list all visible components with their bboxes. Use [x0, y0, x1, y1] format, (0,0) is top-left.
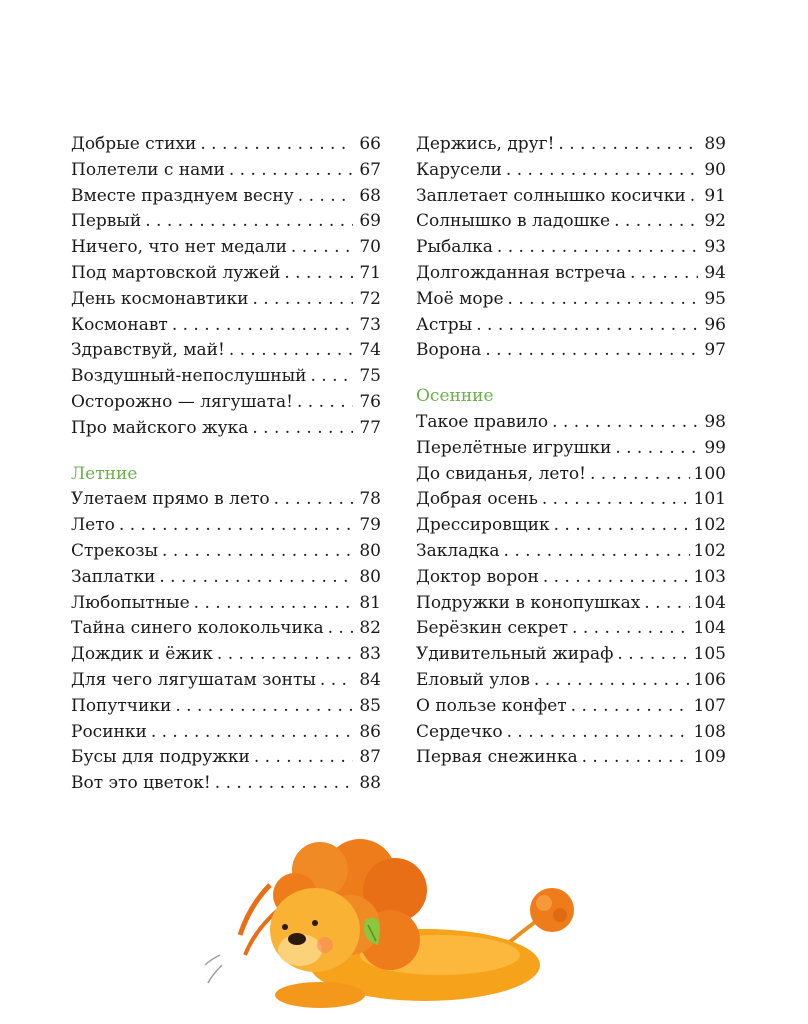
toc-leader-dots: [284, 261, 353, 287]
toc-entry-page: 90: [704, 159, 726, 180]
toc-leader-dots: [571, 694, 690, 720]
toc-entry-title: Заплетает солнышко косички: [416, 185, 686, 206]
toc-left-column: [71, 132, 381, 797]
toc-entry: [71, 184, 381, 210]
toc-leader-dots: [552, 410, 698, 436]
toc-entry: [71, 287, 381, 313]
toc-entry-title: Здравствуй, май!: [71, 340, 225, 361]
toc-leader-dots: [630, 261, 698, 287]
toc-leader-dots: [159, 565, 353, 591]
toc-entry-title: До свиданья, лето!: [416, 463, 586, 484]
toc-leader-dots: [151, 720, 353, 746]
toc-entry: [71, 416, 381, 442]
toc-entry-title: О пользе конфет: [416, 695, 567, 716]
toc-leader-dots: [175, 694, 353, 720]
toc-entry: [71, 591, 381, 617]
toc-entry: [71, 513, 381, 539]
toc-leader-dots: [542, 487, 690, 513]
toc-entry: [71, 642, 381, 668]
toc-entry: [416, 313, 726, 339]
toc-entry-page: 85: [359, 695, 381, 716]
toc-entry-page: 104: [693, 592, 726, 613]
toc-entry: [416, 591, 726, 617]
toc-leader-dots: [328, 616, 353, 642]
toc-group-spring: [71, 132, 381, 442]
toc-entry-title: Лето: [71, 515, 115, 536]
toc-entry: [416, 720, 726, 746]
toc-leader-dots: [297, 390, 353, 416]
toc-leader-dots: [252, 287, 353, 313]
toc-leader-dots: [507, 720, 690, 746]
toc-entry: [416, 184, 726, 210]
toc-leader-dots: [614, 209, 698, 235]
toc-leader-dots: [534, 668, 690, 694]
toc-entry-page: 80: [359, 566, 381, 587]
toc-entry-page: 82: [359, 618, 381, 639]
toc-entry-page: 102: [693, 540, 726, 561]
toc-entry: [416, 539, 726, 565]
toc-entry-title: Добрые стихи: [71, 134, 197, 154]
toc-entry: [416, 487, 726, 513]
toc-entry: [71, 745, 381, 771]
toc-entry: [71, 338, 381, 364]
toc-entry-page: 105: [693, 644, 726, 665]
toc-entry-page: 78: [359, 489, 381, 510]
toc-entry: [71, 539, 381, 565]
toc-entry-title: Закладка: [416, 540, 500, 561]
toc-entry-page: 100: [693, 463, 726, 484]
toc-entry-title: День космонавтики: [71, 288, 249, 309]
toc-leader-dots: [690, 184, 698, 210]
toc-entry-title: Солнышко в ладошке: [416, 211, 611, 232]
toc-entry-title: Вот это цветок!: [71, 773, 211, 794]
toc-leader-dots: [200, 132, 353, 158]
toc-entry: [416, 158, 726, 184]
toc-leader-dots: [194, 591, 353, 617]
toc-entry-page: 83: [359, 644, 381, 665]
toc-entry-title: Росинки: [71, 721, 147, 742]
toc-entry: [416, 287, 726, 313]
toc-leader-dots: [274, 487, 353, 513]
toc-entry-title: Долгожданная встреча: [416, 262, 626, 283]
toc-right-column: [416, 132, 726, 771]
toc-leader-dots: [119, 513, 353, 539]
toc-entry: [71, 487, 381, 513]
toc-leader-dots: [504, 539, 690, 565]
toc-entry: [416, 616, 726, 642]
toc-entry-page: 91: [704, 185, 726, 206]
toc-entry: [71, 616, 381, 642]
toc-leader-dots: [320, 668, 353, 694]
toc-entry-page: 66: [359, 134, 381, 154]
toc-entry-page: 104: [693, 618, 726, 639]
toc-entry: [71, 158, 381, 184]
toc-leader-dots: [162, 539, 353, 565]
toc-entry-title: Тайна синего колокольчика: [71, 618, 324, 639]
toc-entry-title: Про майского жука: [71, 417, 249, 438]
toc-entry: [71, 209, 381, 235]
toc-entry: [416, 462, 726, 488]
toc-entry-title: Под мартовской лужей: [71, 262, 281, 283]
toc-entry-title: Осторожно — лягушата!: [71, 391, 293, 412]
toc-entry-page: 108: [693, 721, 726, 742]
toc-entry-page: 87: [359, 747, 381, 768]
toc-leader-dots: [506, 158, 698, 184]
toc-entry-title: Улетаем прямо в лето: [71, 489, 270, 510]
toc-entry-page: 99: [704, 437, 726, 458]
toc-entry-title: Еловый улов: [416, 669, 530, 690]
toc-entry-page: 107: [693, 695, 726, 716]
toc-leader-dots: [617, 642, 689, 668]
toc-entry-title: Первая снежинка: [416, 747, 578, 768]
toc-entry-page: 101: [693, 489, 726, 510]
toc-entry-title: Заплатки: [71, 566, 156, 587]
toc-entry-title: Космонавт: [71, 314, 168, 335]
toc-entry-title: Удивительный жираф: [416, 644, 614, 665]
toc-entry-page: 94: [704, 262, 726, 283]
toc-entry: [416, 642, 726, 668]
toc-leader-dots: [508, 287, 698, 313]
toc-entry-page: 92: [704, 211, 726, 232]
toc-entry-page: 69: [359, 211, 381, 232]
toc-entry-page: 97: [704, 340, 726, 361]
toc-entry-page: 76: [359, 391, 381, 412]
toc-leader-dots: [145, 209, 353, 235]
toc-entry: [71, 694, 381, 720]
toc-entry-page: 81: [359, 592, 381, 613]
toc-leader-dots: [497, 235, 698, 261]
toc-entry-page: 88: [359, 773, 381, 794]
toc-entry-page: 96: [704, 314, 726, 335]
toc-entry-title: Вместе празднуем весну: [71, 185, 294, 206]
toc-group-autumn: [416, 410, 726, 771]
toc-leader-dots: [252, 416, 353, 442]
toc-entry-title: Астры: [416, 314, 473, 335]
toc-leader-dots: [254, 745, 353, 771]
toc-leader-dots: [229, 338, 353, 364]
toc-leader-dots: [172, 313, 353, 339]
toc-entry-page: 71: [359, 262, 381, 283]
toc-entry-title: Бусы для подружки: [71, 747, 250, 768]
toc-entry-title: Дрессировщик: [416, 515, 550, 536]
toc-leader-dots: [615, 436, 698, 462]
toc-entry-page: 93: [704, 237, 726, 258]
toc-entry-title: Подружки в конопушках: [416, 592, 641, 613]
toc-entry: [71, 313, 381, 339]
toc-entry-title: Моё море: [416, 288, 504, 309]
toc-entry-page: 106: [693, 669, 726, 690]
toc-leader-dots: [644, 591, 689, 617]
toc-entry: [71, 132, 381, 158]
toc-leader-dots: [476, 313, 698, 339]
toc-entry: [416, 261, 726, 287]
toc-entry-title: Для чего лягушатам зонты: [71, 669, 316, 690]
toc-entry: [71, 364, 381, 390]
toc-entry-page: 89: [704, 134, 726, 154]
toc-entry-page: 72: [359, 288, 381, 309]
toc-entry-page: 77: [359, 417, 381, 438]
toc-entry-page: 74: [359, 340, 381, 361]
toc-entry-title: Доктор ворон: [416, 566, 539, 587]
toc-entry: [71, 261, 381, 287]
toc-entry-title: Карусели: [416, 159, 502, 180]
toc-leader-dots: [215, 771, 353, 797]
toc-entry: [416, 338, 726, 364]
toc-leader-dots: [554, 513, 690, 539]
toc-entry: [71, 565, 381, 591]
toc-entry: [416, 668, 726, 694]
toc-leader-dots: [217, 642, 353, 668]
section-heading-summer: Летние: [71, 463, 138, 484]
toc-entry-title: Добрая осень: [416, 489, 538, 510]
toc-entry-title: Стрекозы: [71, 540, 159, 561]
toc-leader-dots: [298, 184, 353, 210]
toc-entry-page: 67: [359, 159, 381, 180]
toc-entry-page: 80: [359, 540, 381, 561]
toc-leader-dots: [291, 235, 353, 261]
toc-entry-title: Ворона: [416, 340, 482, 361]
toc-leader-dots: [311, 364, 354, 390]
toc-entry: [416, 565, 726, 591]
toc-entry-page: 79: [359, 515, 381, 536]
toc-entry-title: Перелётные игрушки: [416, 437, 612, 458]
toc-entry-title: Первый: [71, 211, 142, 232]
toc-entry-page: 84: [359, 669, 381, 690]
toc-entry-title: Рыбалка: [416, 237, 493, 258]
lion-illustration-icon: [200, 815, 620, 1020]
toc-entry-page: 70: [359, 237, 381, 258]
toc-leader-dots: [558, 132, 698, 158]
toc-entry: [416, 132, 726, 158]
toc-entry-page: 68: [359, 185, 381, 206]
toc-entry-page: 75: [359, 366, 381, 387]
toc-leader-dots: [543, 565, 690, 591]
toc-entry: [71, 390, 381, 416]
toc-entry: [416, 410, 726, 436]
toc-entry-title: Воздушный-непослушный: [71, 366, 307, 387]
toc-entry: [416, 235, 726, 261]
toc-entry: [416, 513, 726, 539]
toc-entry-title: Попутчики: [71, 695, 172, 716]
toc-entry: [71, 668, 381, 694]
toc-group-summer-continued: [416, 132, 726, 364]
toc-entry-page: 95: [704, 288, 726, 309]
toc-entry-title: Ничего, что нет медали: [71, 237, 287, 258]
toc-entry: [416, 209, 726, 235]
toc-entry-page: 109: [693, 747, 726, 768]
toc-entry-page: 86: [359, 721, 381, 742]
toc-entry: [416, 436, 726, 462]
toc-entry: [71, 720, 381, 746]
toc-entry-title: Берёзкин секрет: [416, 618, 569, 639]
toc-entry-title: Полетели с нами: [71, 159, 225, 180]
toc-entry-title: Такое правило: [416, 411, 549, 432]
toc-leader-dots: [485, 338, 698, 364]
section-heading-autumn: Осенние: [416, 386, 494, 407]
toc-entry-title: Дождик и ёжик: [71, 644, 213, 665]
toc-entry-page: 98: [704, 411, 726, 432]
toc-entry: [416, 745, 726, 771]
toc-entry-title: Любопытные: [71, 592, 190, 613]
toc-entry: [71, 235, 381, 261]
toc-leader-dots: [582, 745, 690, 771]
toc-leader-dots: [572, 616, 690, 642]
toc-entry-title: Держись, друг!: [416, 134, 555, 154]
toc-leader-dots: [229, 158, 353, 184]
toc-entry-page: 102: [693, 515, 726, 536]
toc-entry: [71, 771, 381, 797]
toc-entry-page: 73: [359, 314, 381, 335]
toc-entry-title: Сердечко: [416, 721, 503, 742]
toc-entry: [416, 694, 726, 720]
toc-group-summer: [71, 487, 381, 797]
toc-entry-page: 103: [693, 566, 726, 587]
toc-leader-dots: [590, 462, 690, 488]
